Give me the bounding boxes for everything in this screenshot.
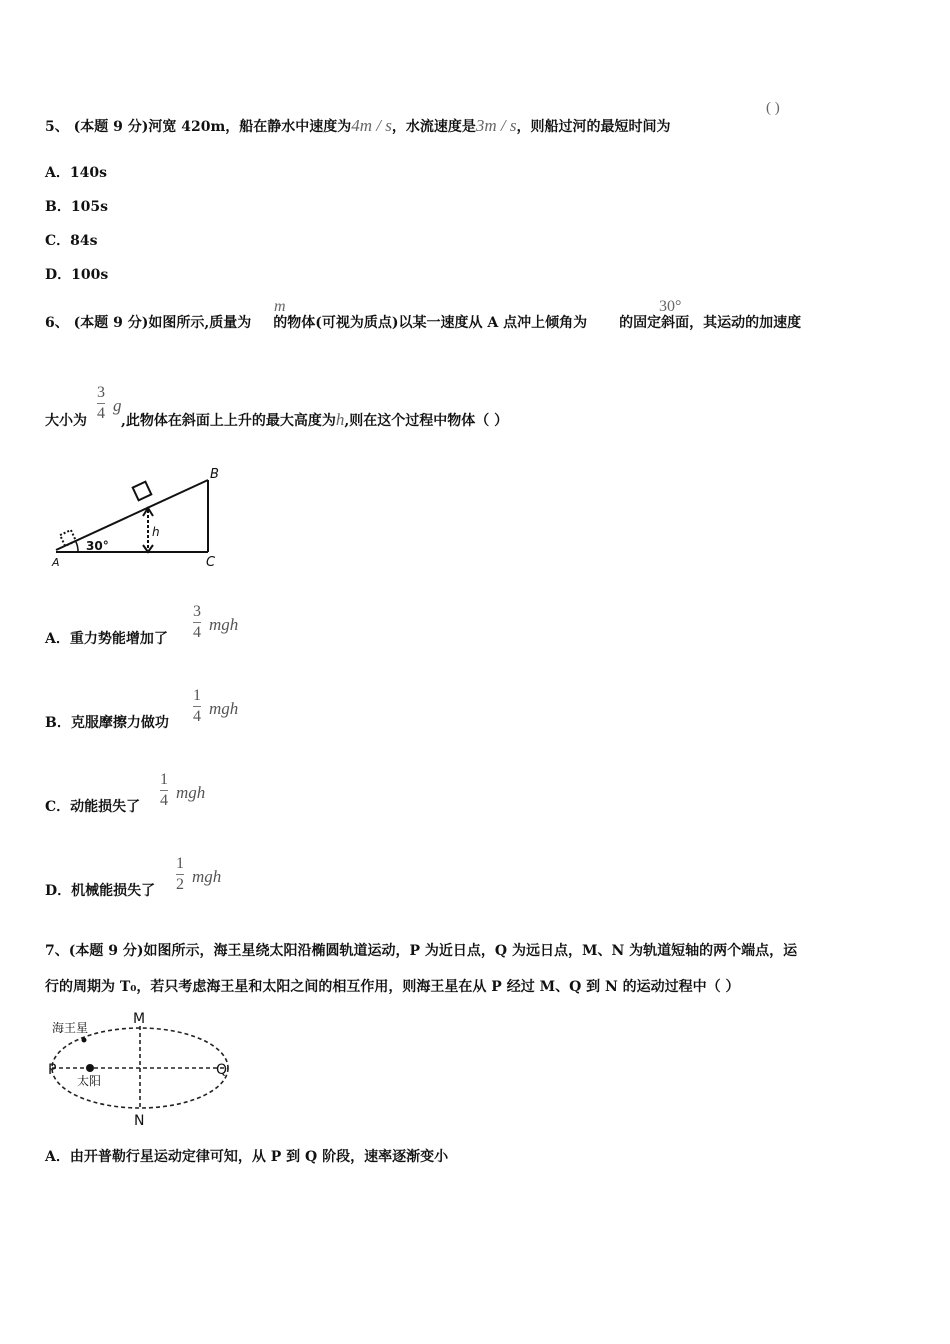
- q6-option-a-fraction: 3 4: [193, 603, 201, 641]
- label-planet: 海王星: [52, 1021, 89, 1035]
- q6-option-d-fraction: 1 2: [176, 855, 184, 893]
- q5-stem: [45, 116, 671, 136]
- label-b: B: [210, 467, 219, 482]
- q5-water-speed: 3m / s: [475, 116, 517, 135]
- q6-option-d-tail: mgh: [192, 867, 222, 886]
- q6-option-c-tail: mgh: [176, 783, 206, 802]
- q5-option-c[interactable]: C．84s: [45, 233, 98, 249]
- q7-stem-line1: 7、(本题 9 分)如图所示，海王星绕太阳沿椭圆轨道运动，P 为近日点，Q 为远日点，M、N 为轨道短轴的两个端点，运: [45, 943, 798, 959]
- planet-icon: [82, 1038, 87, 1043]
- q6-mass-symbol: m: [274, 298, 286, 315]
- q6-line2-suffix: ,则在这个过程中物体（ ）: [344, 413, 509, 429]
- q5-boat-speed: 4m / s: [351, 116, 392, 135]
- q6-stem-line1: [45, 312, 801, 332]
- block-top: [133, 482, 152, 501]
- label-c: C: [206, 555, 216, 570]
- q6-option-c[interactable]: C．动能损失了: [45, 799, 141, 815]
- q6-option-a[interactable]: A．重力势能增加了: [45, 631, 168, 647]
- q5-prefix: 5、 (本题 9 分)河宽 420m，船在静水中速度为: [45, 119, 352, 135]
- q6-option-c-fraction: 1 4: [160, 771, 168, 809]
- label-p: P: [48, 1062, 57, 1078]
- orbit-figure: [44, 1006, 244, 1128]
- q6-acceleration-fraction: 3 4: [97, 384, 105, 422]
- label-sun: 太阳: [77, 1074, 102, 1088]
- label-m: M: [133, 1011, 146, 1027]
- label-q: Q: [216, 1062, 228, 1078]
- q5-option-a[interactable]: A．140s: [45, 165, 107, 181]
- label-angle: 30°: [86, 539, 109, 553]
- q6-suffix: 的固定斜面，其运动的加速度: [619, 315, 802, 331]
- q6-mid: 的物体(可视为质点)以某一速度从 A 点冲上倾角为: [273, 315, 588, 331]
- q7-option-a[interactable]: A．由开普勒行星运动定律可知，从 P 到 Q 阶段，速率逐渐变小: [45, 1149, 449, 1165]
- q6-acceleration-g: g: [113, 396, 122, 415]
- q6-option-b-fraction: 1 4: [193, 687, 201, 725]
- q6-option-a-tail: mgh: [209, 615, 239, 634]
- q6-line2-mid: ,此物体在斜面上上升的最大高度为: [121, 413, 336, 429]
- label-n: N: [134, 1113, 145, 1128]
- q5-option-b[interactable]: B．105s: [45, 199, 108, 215]
- label-a: A: [52, 556, 60, 569]
- angle-arc: [76, 542, 78, 552]
- q6-prefix: 6、 (本题 9 分)如图所示,质量为: [45, 315, 252, 331]
- block-bottom: [60, 530, 76, 546]
- q6-option-b[interactable]: B．克服摩擦力做功: [45, 715, 169, 731]
- q5-mid: ，水流速度是: [391, 119, 476, 135]
- q7-stem-line2: 行的周期为 T₀，若只考虑海王星和太阳之间的相互作用，则海王星在从 P 经过 M、Q 到 N 的运动过程中（ ）: [45, 979, 740, 995]
- q6-option-b-tail: mgh: [209, 699, 239, 718]
- q6-height-symbol: h: [335, 410, 345, 429]
- sun-icon: [86, 1064, 94, 1072]
- q5-option-d[interactable]: D．100s: [45, 267, 109, 283]
- q5-suffix: ，则船过河的最短时间为: [516, 119, 671, 135]
- q6-line2-prefix: 大小为: [45, 413, 87, 429]
- incline-figure: [42, 462, 232, 572]
- incline-slope: [56, 480, 208, 550]
- label-h: h: [152, 525, 160, 539]
- q6-angle: 30°: [659, 298, 682, 315]
- q5-answer-blank: ( ): [766, 100, 780, 116]
- q6-option-d[interactable]: D．机械能损失了: [45, 883, 156, 899]
